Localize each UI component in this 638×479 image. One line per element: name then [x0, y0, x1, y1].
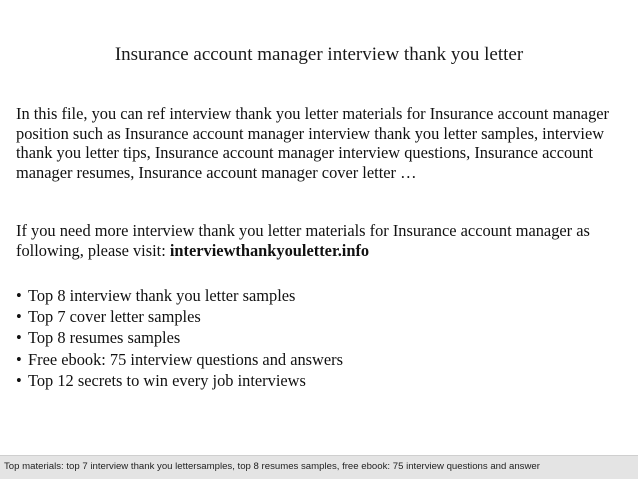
- bullet-icon: •: [16, 349, 22, 369]
- document-title: Insurance account manager interview thank you letter: [114, 44, 524, 65]
- footer-bar: [0, 455, 638, 479]
- list-item: [16, 370, 343, 391]
- bullet-icon: •: [16, 328, 22, 348]
- website-link[interactable]: interviewthankyouletter.info: [169, 240, 370, 260]
- list-item: [16, 306, 343, 327]
- bullet-icon: •: [16, 370, 22, 390]
- list-item-label: Top 12 secrets to win every job interviews: [28, 370, 306, 390]
- list-item: [16, 349, 343, 370]
- more-materials-paragraph: [16, 221, 626, 260]
- materials-list: [16, 285, 343, 391]
- list-item-label: Free ebook: 75 interview questions and answers: [28, 349, 343, 369]
- bullet-icon: •: [16, 286, 22, 305]
- list-item: [16, 285, 343, 306]
- list-item: [16, 327, 343, 348]
- list-item-label: Top 8 resumes samples: [28, 328, 181, 348]
- footer-text: Top materials: top 7 interview thank you lettersamples, top 8 resumes samples, free ebook: 75 interview questions and answer: [4, 461, 540, 472]
- list-item-label: Top 7 cover letter samples: [28, 307, 201, 327]
- bullet-icon: •: [16, 307, 22, 327]
- list-item-label: Top 8 interview thank you letter samples: [28, 286, 296, 305]
- intro-paragraph: In this file, you can ref interview thank you letter materials for Insurance account manager position such as Insurance account manager interview thank you letter samples, interview thank you letter tips, Insurance account manager interview questions, Insurance account manager resumes, Insurance account manager cover letter …: [16, 104, 610, 182]
- more-materials-text: If you need more interview thank you letter materials for Insurance account manager as following, please visit:: [16, 221, 590, 260]
